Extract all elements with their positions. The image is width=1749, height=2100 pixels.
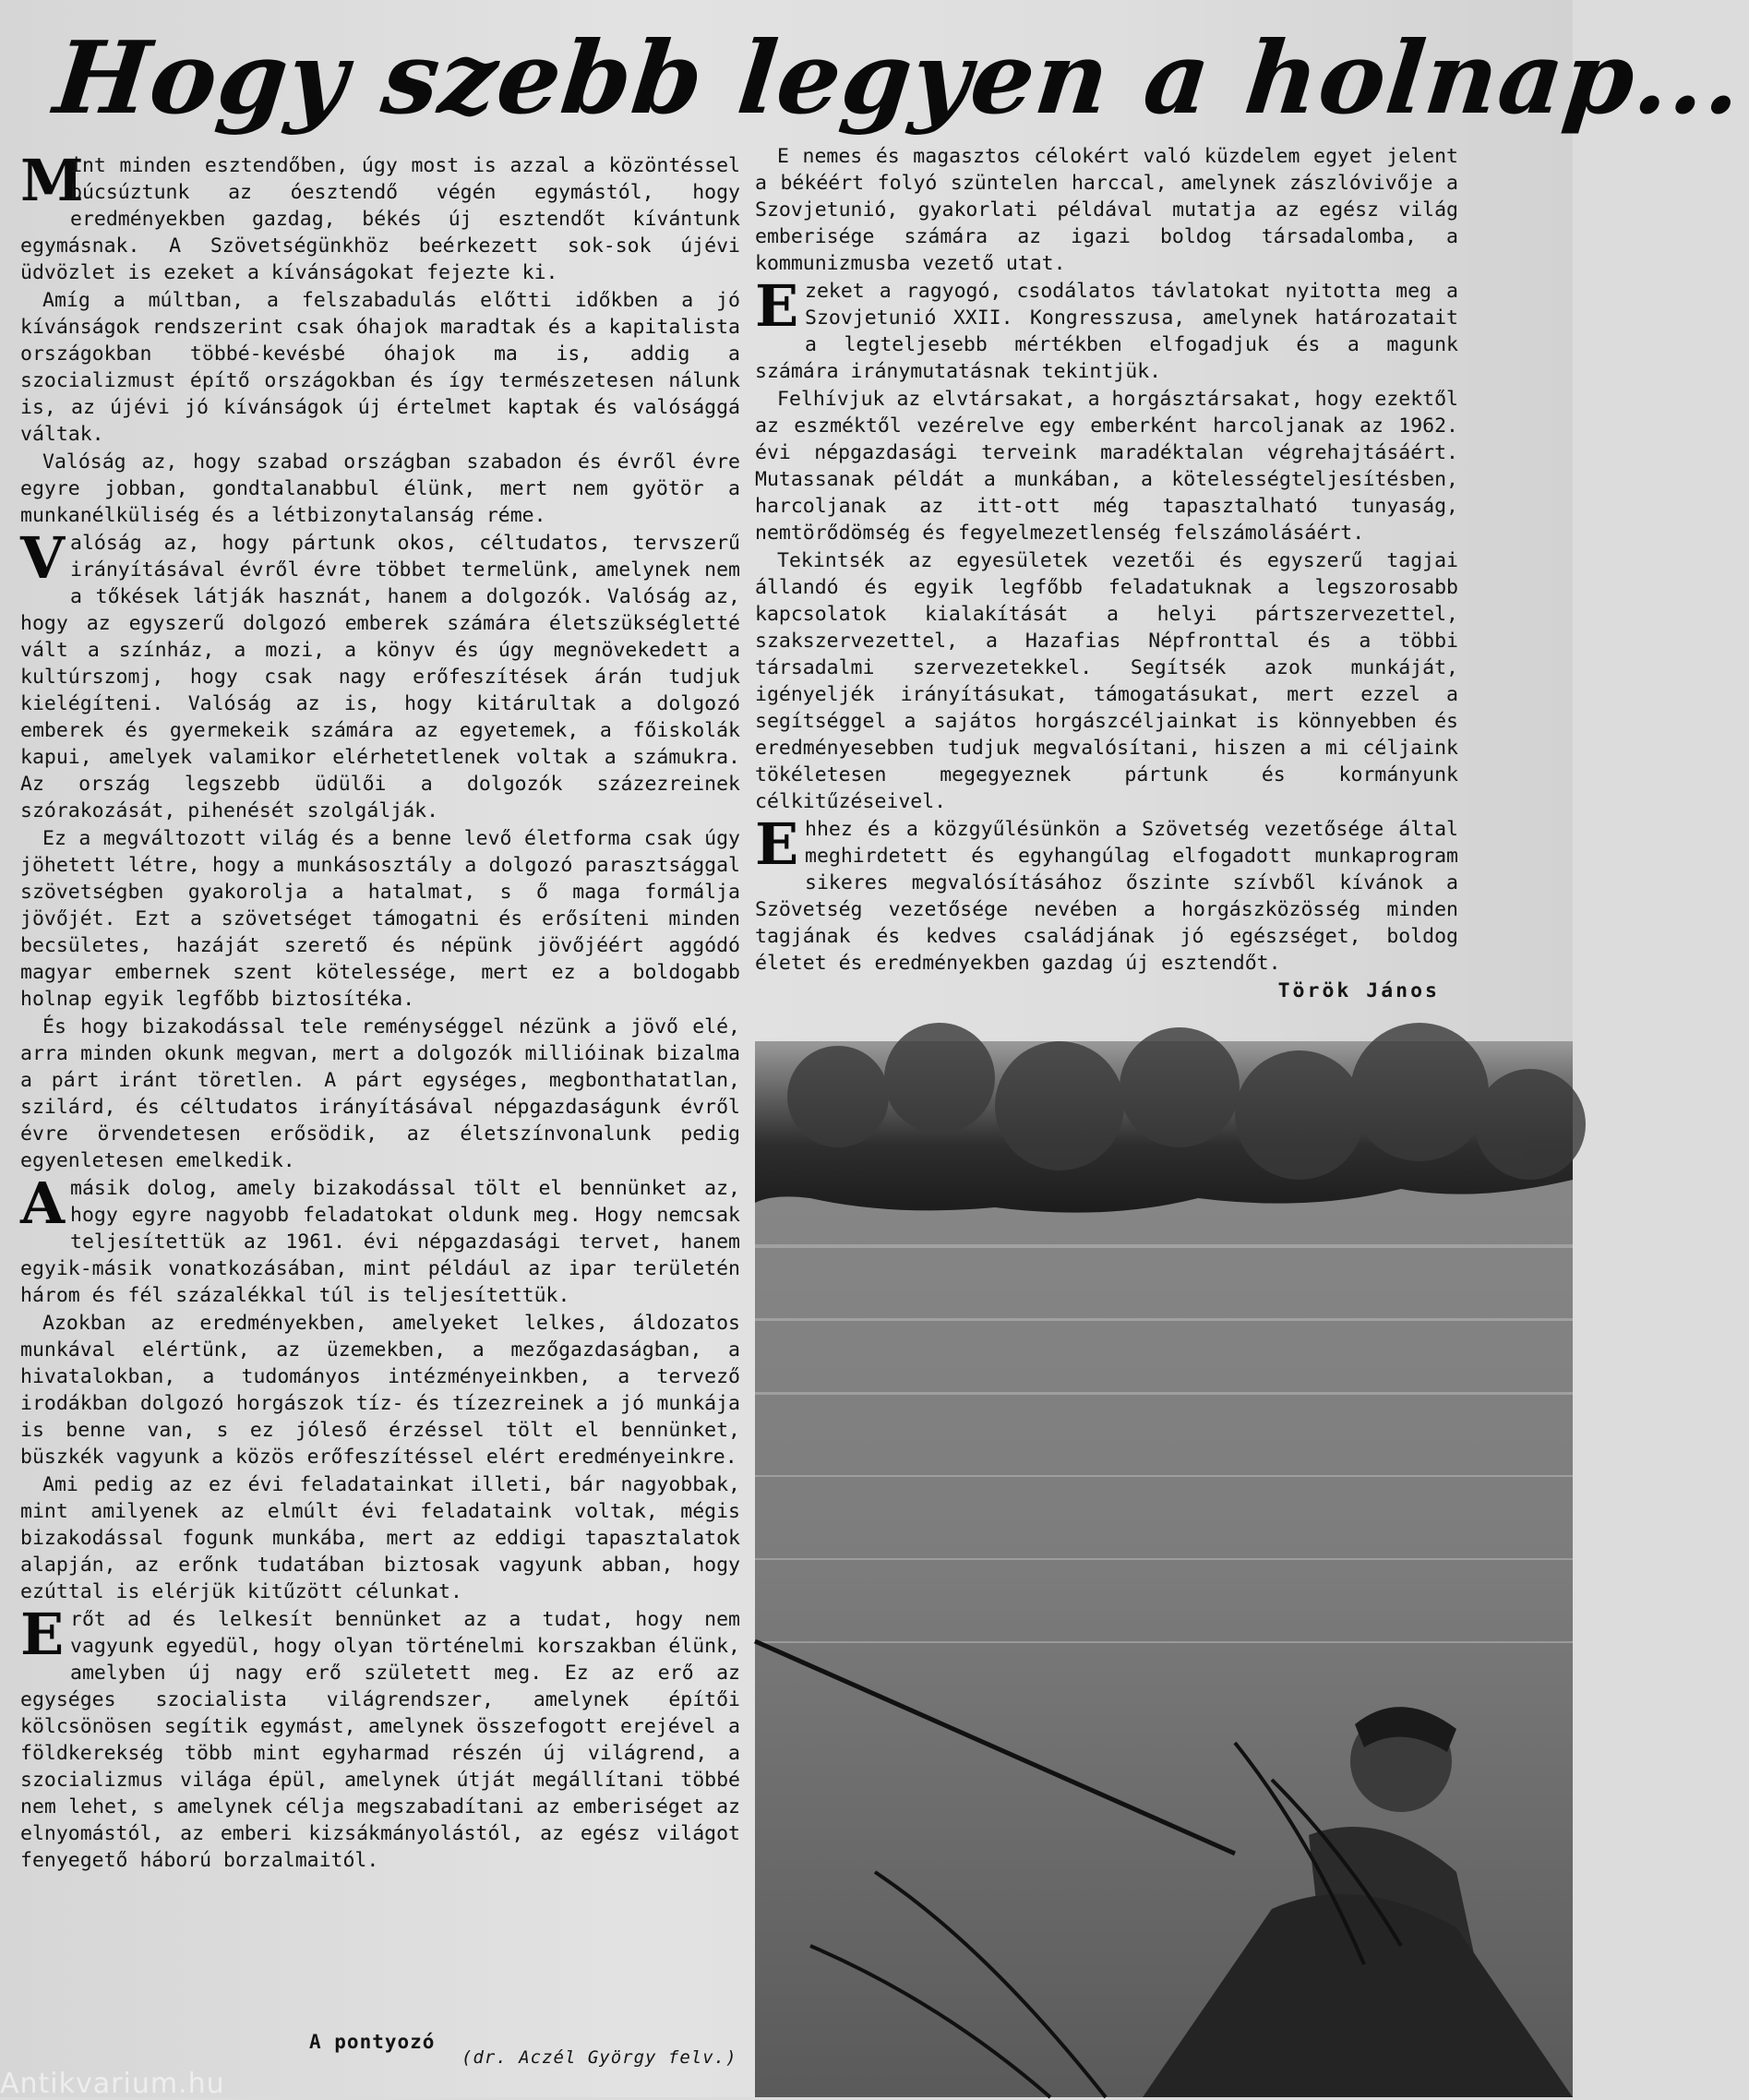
paragraph-text: Ez a megváltozott világ és a benne levő életforma csak úgy jöhetett létre, hogy a munkásosztály a dolgozó parasztsággal szövetségben gyakorolja a hatalmat, s ő maga formálja jövőjét. Ezt a szövetséget támogatni és erősíteni minden becsületes, hazáját szerető és népünk jövőjéért aggódó magyar embernek szent kötelessége, mert ez a boldogabb holnap egyik legfőbb biztosítéka. [20,827,740,1011]
drop-cap: E [20,1601,65,1668]
paragraph [20,1014,740,1174]
paragraph [20,524,740,824]
drop-cap: V [20,524,66,592]
watermark: Antikvarium.hu [0,2068,225,2100]
photo-caption: A pontyozó [309,2031,436,2053]
paragraph [20,1601,740,1874]
paragraph [755,143,1458,277]
paragraph-text: E nemes és magasztos célokért való küzdelem egyet jelent a békéért folyó szüntelen harccal, amelynek zászlóvivője a Szovjetunió, gyakorlati példával mutatja az egész világ emberisége számára az igazi boldog társadalomba, a kommunizmusba vezető utat. [755,145,1458,275]
paragraph-text: Valóság az, hogy szabad országban szabadon és évről évre egyre jobban, gondtalanabbul élünk, mert nem gyötör a munkanélküliség és a létbizonytalanság réme. [20,450,740,527]
paragraph [20,825,740,1013]
paragraph-text: És hogy bizakodással tele reménységgel nézünk a jövő elé, arra minden okunk megvan, mert a dolgozók millióinak bizalma a párt iránt töretlen. A párt egységes, megbonthatatlan, szilárd, és céltudatos irányításával népgazdaságunk évről évre örvendetesen erősödik, az életszínvonalunk pedig egyenletesen emelkedik. [20,1015,740,1172]
right-column [755,143,1458,1005]
drop-cap: E [755,272,799,340]
paragraph [755,272,1458,385]
paragraph [755,386,1458,546]
author-signature: Török János [1277,979,1440,1002]
paragraph-text: Felhívjuk az elvtársakat, a horgásztársakat, hogy ezektől az eszméktől vezérelve egy emberként harcoljanak az 1962. évi népgazdasági terveink maradéktalan végrehajtásáért. Mutassanak példát a munkában, a kötelességteljesítésben, harcoljanak az itt-ott még tapasztalható tunyaság, nemtörődömség és fegyelmezetlenség felszámolásáért. [755,388,1458,545]
paragraph-text: rőt ad és lelkesít bennünket az a tudat, hogy nem vagyunk egyedül, hogy olyan történelmi korszakban élünk, amelyben új nagy erő született meg. Ez az erő az egységes szocialista világrendszer, amelynek építői kölcsönösen segítik egymást, amelynek összefogott erejével a földkerekség több mint egyharmad részén új világrend, a szocializmus világa épül, amelynek útját megállítani többé nem lehet, s amelynek célja megszabadítani az emberiséget az elnyomástól, az emberi kizsákmányolástól, az egész világot fenyegető háború borzalmaitól. [20,1608,740,1872]
paragraph [20,147,740,286]
paragraph [20,287,740,448]
drop-cap: E [755,810,799,878]
paragraph-text: alóság az, hogy pártunk okos, céltudatos, tervszerű irányításával évről évre többet termelünk, amelynek nem a tőkések látják hasznát, hanem a dolgozók. Valóság az, hogy az egyszerű dolgozó emberek számára életszükségletté vált a színház, a mozi, a könyv és úgy megnövekedett a kultúrszomj, hogy csak nagy erőfeszítések árán tudjuk kielégíteni. Valóság az is, hogy kitárultak a dolgozó emberek és gyermekeik számára az egyetemek, a főiskolák kapui, amelyek valamikor elérhetetlenek voltak a számukra. Az ország legszebb üdülői a dolgozók százezreinek szórakozását, pihenését szolgálják. [20,532,740,822]
headline: Hogy szebb legyen a holnap... [49,20,1748,137]
angler-photo [755,1041,1573,2097]
paragraph [755,547,1458,815]
paragraph-text: int minden esztendőben, úgy most is azzal a közöntéssel búcsúztunk az óesztendő végén egymástól, hogy eredményekben gazdag, békés új esztendőt kívántunk egymásnak. A Szövetségünkhöz beérkezett sok-sok újévi üdvözlet is ezeket a kívánságokat fejezte ki. [20,154,740,284]
paragraph [20,1170,740,1309]
paragraph-text: másik dolog, amely bizakodással tölt el bennünket az, hogy egyre nagyobb feladatokat oldunk meg. Hogy nemcsak teljesítettük az 1961. évi népgazdasági tervet, hanem egyik-másik vonatkozásában, mint például az ipar területén három és fél százalékkal túl is teljesítettük. [20,1177,740,1307]
paragraph [20,1310,740,1470]
paragraph [20,1471,740,1605]
paragraph-text: Amíg a múltban, a felszabadulás előtti időkben a jó kívánságok rendszerint csak óhajok maradtak és a kapitalista országokban többé-kevésbé óhajok ma is, addig a szocializmust építő országokban és így természetesen nálunk is, az újévi jó kívánságok új értelmet kaptak és valósággá váltak. [20,289,740,446]
paragraph-text: Ami pedig az ez évi feladatainkat illeti, bár nagyobbak, mint amilyenek az elmúlt évi feladataink voltak, mégis bizakodással fogunk munkába, mert az eddigi tapasztalatok alapján, az erőnk tudatában biztosak vagyunk abban, hogy ezúttal is elérjük kitűzött célunkat. [20,1473,740,1603]
paragraph-text: Tekintsék az egyesületek vezetői és egyszerű tagjai állandó és egyik legfőbb feladatuknak a legszorosabb kapcsolatok kialakítását a helyi pártszervezettel, szakszervezettel, a Hazafias Népfronttal és a többi társadalmi szervezetekkel. Segítsék azok munkáját, igényeljék irányításukat, támogatásukat, mert ezzel a segítséggel a sajátos horgászcéljainkat is könnyebben és eredményesebben tudjuk megvalósítani, hiszen a mi céljaink tökéletesen megegyeznek pártunk és kormányunk célkitűzéseivel. [755,549,1458,813]
drop-cap: A [20,1170,66,1237]
photo-credit: (dr. Aczél György felv.) [461,2047,737,2068]
drop-cap: M [20,147,84,214]
paragraph-text: zeket a ragyogó, csodálatos távlatokat nyitotta meg a Szovjetunió XXII. Kongresszusa, amelynek határozatait a legteljesebb mértékben elfogadjuk és a magunk számára iránymutatásnak tekintjük. [755,280,1458,383]
paragraph [755,810,1458,977]
left-column [20,147,740,1875]
paragraph-text: hhez és a közgyűlésünkön a Szövetség vezetősége által meghirdetett és egyhangúlag elfogadott munkaprogram sikeres megvalósításához őszinte szívből kívánok a Szövetség vezetősége nevében a horgászközösség minden tagjának és kedves családjának jó egészséget, boldog életet és eredményekben gazdag új esztendőt. [755,818,1458,975]
paragraph [20,449,740,529]
paragraph-text: Azokban az eredményekben, amelyeket lelkes, áldozatos munkával elértünk, az üzemekben, a mezőgazdaságban, a hivatalokban, a tudományos intézményeinkben, a tervező irodákban dolgozó horgászok tíz- és tízezreinek a jó munkája is benne van, s ez jóleső érzéssel tölt el bennünket, büszkék vagyunk a közös erőfeszítéssel elért eredményeinkre. [20,1312,740,1469]
